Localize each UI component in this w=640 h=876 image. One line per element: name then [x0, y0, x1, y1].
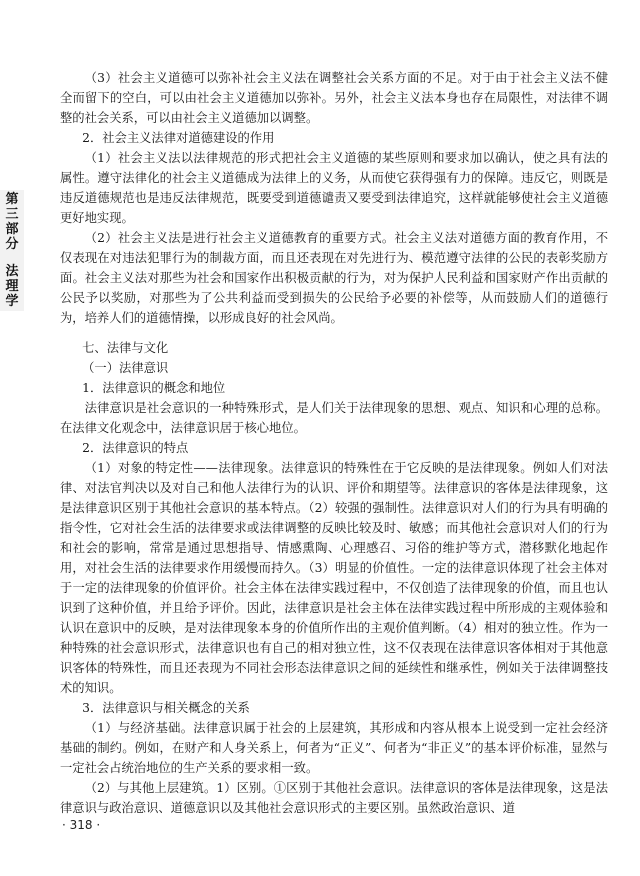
side-tab-subject	[0, 264, 24, 309]
paragraph-morality-supplement: （3）社会主义道德可以弥补社会主义法在调整社会关系方面的不足。对于由于社会主义法不健全而留下的空白，可以由社会主义道德加以弥补。另外，社会主义法本身也存在局限性，对法律不调整的社会关系，可以由社会主义道德加以调整。	[60, 71, 608, 125]
side-tab-char: 第	[5, 192, 19, 207]
side-tab-char: 学	[5, 294, 19, 309]
side-tab-part	[0, 192, 24, 252]
paragraph-superstructure: （2）与其他上层建筑。1）区别。①区别于其他社会意识。法律意识的客体是法律现象，这是法律意识与政治意识、道德意识以及其他社会意识形式的主要区别。虽然政治意识、道	[60, 781, 608, 815]
page-body	[60, 68, 608, 818]
paragraph-law-confirms-morality: （1）社会主义法以法律规范的形式把社会主义道德的某些原则和要求加以确认，使之具有法的属性。遵守法律化的社会主义道德成为法律上的义务，从而使它获得强有力的保障。违反它，则既是违反道德规范也是违反法律规范，既要受到道德谴责又要受到法律追究，这样就能够使社会主义道德更好地实现。	[60, 151, 608, 225]
paragraph-characteristics: （1）对象的特定性——法律现象。法律意识的特殊性在于它反映的是法律现象。例如人们对法律、对法官判决以及对自己和他人法律行为的认识、评价和期望等。法律意识的客体是法律现象，这是法律意识区别于其他社会意识的基本特点。（2）较强的强制性。法律意识对人们的行为具有明确的指令性，它对社会生活的法律要求或法律调整的反映比较及时、敏感；而其他社会意识对人们的行为和社会的影响，常常是通过思想指导、情感熏陶、心理感召、习俗的维护等方式，潜移默化地起作用，对社会生活的法律要求作用缓慢而持久。（3）明显的价值性。一定的法律意识体现了社会主体对于一定的法律现象的价值评价。社会主体在法律实践过程中，不仅创造了法律现象的价值，而且也认识到了这种价值，并且给予评价。因此，法律意识是社会主体在法律实践过程中所形成的主观体验和认识在意识中的反映，是对法律现象本身的价值所作出的主观价值判断。（4）相对的独立性。作为一种特殊的社会意识形式，法律意识也有自己的相对独立性，这不仅表现在法律意识客体相对于其他意识客体的特殊性，而且还表现为不同社会形态法律意识之间的延续性和继承性，例如关于法律调整技术的知识。	[60, 461, 608, 695]
side-tab-char: 理	[5, 279, 19, 294]
side-tab-char: 三	[5, 207, 19, 222]
section-title-law-and-culture: 七、法律与文化	[82, 341, 169, 355]
chapter-side-tab	[0, 190, 24, 311]
heading-concept-and-status: 1．法律意识的概念和地位	[82, 381, 226, 395]
heading-related-concepts: 3．法律意识与相关概念的关系	[82, 701, 250, 715]
paragraph-law-moral-education: （2）社会主义法是进行社会主义道德教育的重要方式。社会主义法对道德方面的教育作用，不仅表现在对违法犯罪行为的制裁方面，而且还表现在对先进行为、模范遵守法律的公民的表彰奖励方面。社会主义法对那些为社会和国家作出积极贡献的行为，对为保护人民利益和国家财产作出贡献的公民予以奖励，对那些为了公共利益而受到损失的公民给予必要的补偿等，从而鼓励人们的道德行为，培养人们的道德情操，以形成良好的社会风尚。	[60, 231, 608, 325]
paragraph-definition: 法律意识是社会意识的一种特殊形式，是人们关于法律现象的思想、观点、知识和心理的总称。在法律文化观念中，法律意识居于核心地位。	[60, 401, 608, 435]
paragraph-economic-base: （1）与经济基础。法律意识属于社会的上层建筑，其形成和内容从根本上说受到一定社会经济基础的制约。例如，在财产和人身关系上，何者为“正义”、何者为“非正义”的基本评价标准，显然与一定社会占统治地位的生产关系的要求相一致。	[60, 721, 608, 775]
page-number: · 318 ·	[62, 818, 101, 832]
heading-characteristics: 2．法律意识的特点	[82, 441, 189, 455]
side-tab-char: 部	[5, 222, 19, 237]
side-tab-char: 法	[5, 264, 19, 279]
subsection-legal-consciousness: （一）法律意识	[82, 361, 169, 375]
side-tab-char: 分	[5, 237, 19, 252]
heading-law-role-on-morality: 2．社会主义法律对道德建设的作用	[82, 131, 275, 145]
